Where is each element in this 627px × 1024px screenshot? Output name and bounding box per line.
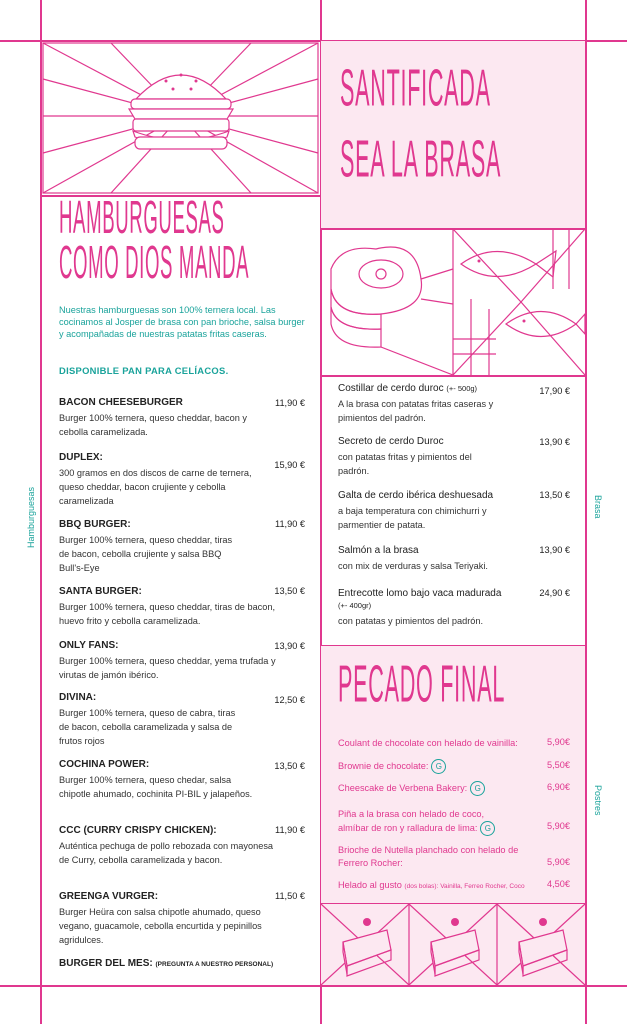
list-item-name bbox=[338, 808, 513, 836]
list-item-price: 13,50 € bbox=[539, 490, 570, 500]
list-item-desc: Burger 100% ternera, queso cheddar, tiras de bacon, cebolla crujiente y salsa BBQ Bull's-Eye bbox=[59, 535, 233, 573]
burger-of-month-note: (PREGUNTA A NUESTRO PERSONAL) bbox=[155, 961, 274, 968]
list-item-name: GREENGA VURGER: bbox=[59, 891, 159, 902]
list-item-name bbox=[338, 879, 525, 893]
list-item-desc: Burger Heüra con salsa chipotle ahumado, queso vegano, guacamole, cebolla encurtida y pepinillos agridulces. bbox=[59, 907, 262, 945]
brasa-item-name: Costillar de cerdo duroc bbox=[338, 383, 444, 394]
list-item-name: Secreto de cerdo Duroc bbox=[338, 436, 444, 447]
list-item-price: 15,90 € bbox=[274, 460, 305, 470]
list-item-name bbox=[338, 759, 446, 774]
burgers-title-line2: COMO DIOS MANDA bbox=[59, 237, 250, 290]
side-label-brasa: Brasa bbox=[593, 495, 603, 519]
list-item-name: CCC (CURRY CRISPY CHICKEN): bbox=[59, 825, 217, 836]
brasa-title-line1: SANTIFICADA bbox=[340, 60, 491, 118]
dessert-name: Brownie de chocolate: bbox=[338, 760, 429, 771]
side-label-hamburguesas: Hamburguesas bbox=[26, 486, 36, 548]
gluten-free-icon: G bbox=[480, 821, 495, 836]
brasa-item-note: (+- 500g) bbox=[446, 384, 478, 393]
list-item-name: DUPLEX: bbox=[59, 452, 103, 463]
list-item-price: 24,90 € bbox=[539, 588, 570, 598]
burger-of-month bbox=[59, 958, 273, 969]
list-item-desc: Burger 100% ternera, queso de cabra, tiras de bacon, cebolla caramelizada y salsa de frutos rojos bbox=[59, 708, 236, 746]
list-item-name: Entrecotte lomo bajo vaca madurada bbox=[338, 588, 502, 599]
list-item-desc: con patatas y pimientos del padrón. bbox=[338, 616, 484, 626]
list-item-price: 13,50 € bbox=[274, 761, 305, 771]
list-item-desc: Burger 100% ternera, queso cheddar, tiras de bacon, huevo frito y cebolla caramelizada. bbox=[59, 602, 276, 626]
list-item-name bbox=[338, 781, 485, 796]
list-item-desc: Burger 100% ternera, queso cheddar, bacon y cebolla caramelizada. bbox=[59, 413, 247, 437]
burgers-title-line1: HAMBURGUESAS bbox=[59, 192, 225, 245]
list-item-desc: Auténtica pechuga de pollo rebozada con mayonesa de Curry, cebolla caramelizada y bacon. bbox=[59, 841, 274, 865]
dessert-name: Helado al gusto bbox=[338, 880, 402, 890]
burger-of-month-label: BURGER DEL MES: bbox=[59, 958, 153, 969]
list-item-desc: Burger 100% ternera, queso chedar, salsa chipotle ahumado, cochinita PI-BIL y jalapeños. bbox=[59, 775, 253, 799]
list-item-price: 5,90€ bbox=[547, 821, 570, 831]
brasa-item-note: (+- 400gr) bbox=[338, 601, 372, 610]
list-item-name: ONLY FANS: bbox=[59, 640, 119, 651]
dessert-name: Piña a la brasa con helado de coco, almíbar de ron y ralladura de lima: bbox=[338, 809, 485, 833]
cake-illustration bbox=[321, 904, 585, 985]
list-item-name: Salmón a la brasa bbox=[338, 545, 419, 556]
list-item-price: 17,90 € bbox=[539, 386, 570, 396]
meat-fish-illustration bbox=[321, 229, 585, 375]
brasa-title-line2: SEA LA BRASA bbox=[340, 131, 502, 189]
gluten-free-icon: G bbox=[431, 759, 446, 774]
burger-illustration bbox=[41, 41, 320, 195]
list-item-price: 5,90€ bbox=[547, 857, 570, 867]
list-item-name: BBQ BURGER: bbox=[59, 519, 131, 530]
list-item-name: BACON CHEESEBURGER bbox=[59, 397, 183, 408]
postres-title: PECADO FINAL bbox=[338, 656, 506, 714]
list-item-name: DIVINA: bbox=[59, 692, 97, 703]
list-item-name: Brioche de Nutella planchado con helado de Ferrero Rocher: bbox=[338, 845, 519, 868]
list-item-price: 5,50€ bbox=[547, 760, 570, 770]
list-item-price: 11,90 € bbox=[275, 825, 305, 835]
list-item-price: 13,90 € bbox=[539, 545, 570, 555]
list-item-price: 11,90 € bbox=[275, 519, 305, 529]
burgers-intro: Nuestras hamburguesas son 100% ternera local. Las cocinamos al Josper de brasa con pan brioche, salsa burger y acompañadas de nuestras patatas fritas caseras. bbox=[59, 305, 305, 339]
list-item-price: 11,90 € bbox=[275, 398, 305, 408]
list-item-price: 13,90 € bbox=[539, 437, 570, 447]
list-item-price: 5,90€ bbox=[547, 737, 570, 747]
list-item-name: COCHINA POWER: bbox=[59, 759, 150, 770]
dessert-name: Cheescake de Verbena Bakery: bbox=[338, 782, 468, 793]
list-item-price: 13,90 € bbox=[274, 641, 305, 651]
list-item-desc: con mix de verduras y salsa Teriyaki. bbox=[338, 561, 488, 571]
list-item-price: 11,50 € bbox=[275, 891, 305, 901]
list-item-desc: 300 gramos en dos discos de carne de ternera, queso cheddar, bacon crujiente y cebolla caramelizada bbox=[59, 468, 252, 506]
list-item-name: SANTA BURGER: bbox=[59, 586, 142, 597]
list-item-price: 6,90€ bbox=[547, 782, 570, 792]
list-item-desc: a baja temperatura con chimichurri y parmentier de patata. bbox=[338, 506, 487, 530]
list-item-price: 13,50 € bbox=[274, 586, 305, 596]
list-item-name bbox=[338, 383, 477, 394]
list-item-price: 12,50 € bbox=[274, 695, 305, 705]
list-item-desc: con patatas fritas y pimientos del padrón. bbox=[338, 452, 472, 476]
side-label-postres: Postres bbox=[593, 785, 603, 816]
list-item-desc: A la brasa con patatas fritas caseras y pimientos del padrón. bbox=[338, 399, 494, 423]
celiac-note: DISPONIBLE PAN PARA CELÍACOS. bbox=[59, 365, 229, 376]
gluten-free-icon: G bbox=[470, 781, 485, 796]
list-item-name: Coulant de chocolate con helado de vainilla: bbox=[338, 738, 518, 748]
list-item-desc: Burger 100% ternera, queso cheddar, yema trufada y virutas de jamón ibérico. bbox=[59, 656, 276, 680]
dessert-note: (dos bolas): Vainilla, Ferreo Rocher, Coco bbox=[404, 883, 525, 890]
list-item-name: Galta de cerdo ibérica deshuesada bbox=[338, 490, 494, 501]
list-item-price: 4,50€ bbox=[547, 879, 570, 889]
